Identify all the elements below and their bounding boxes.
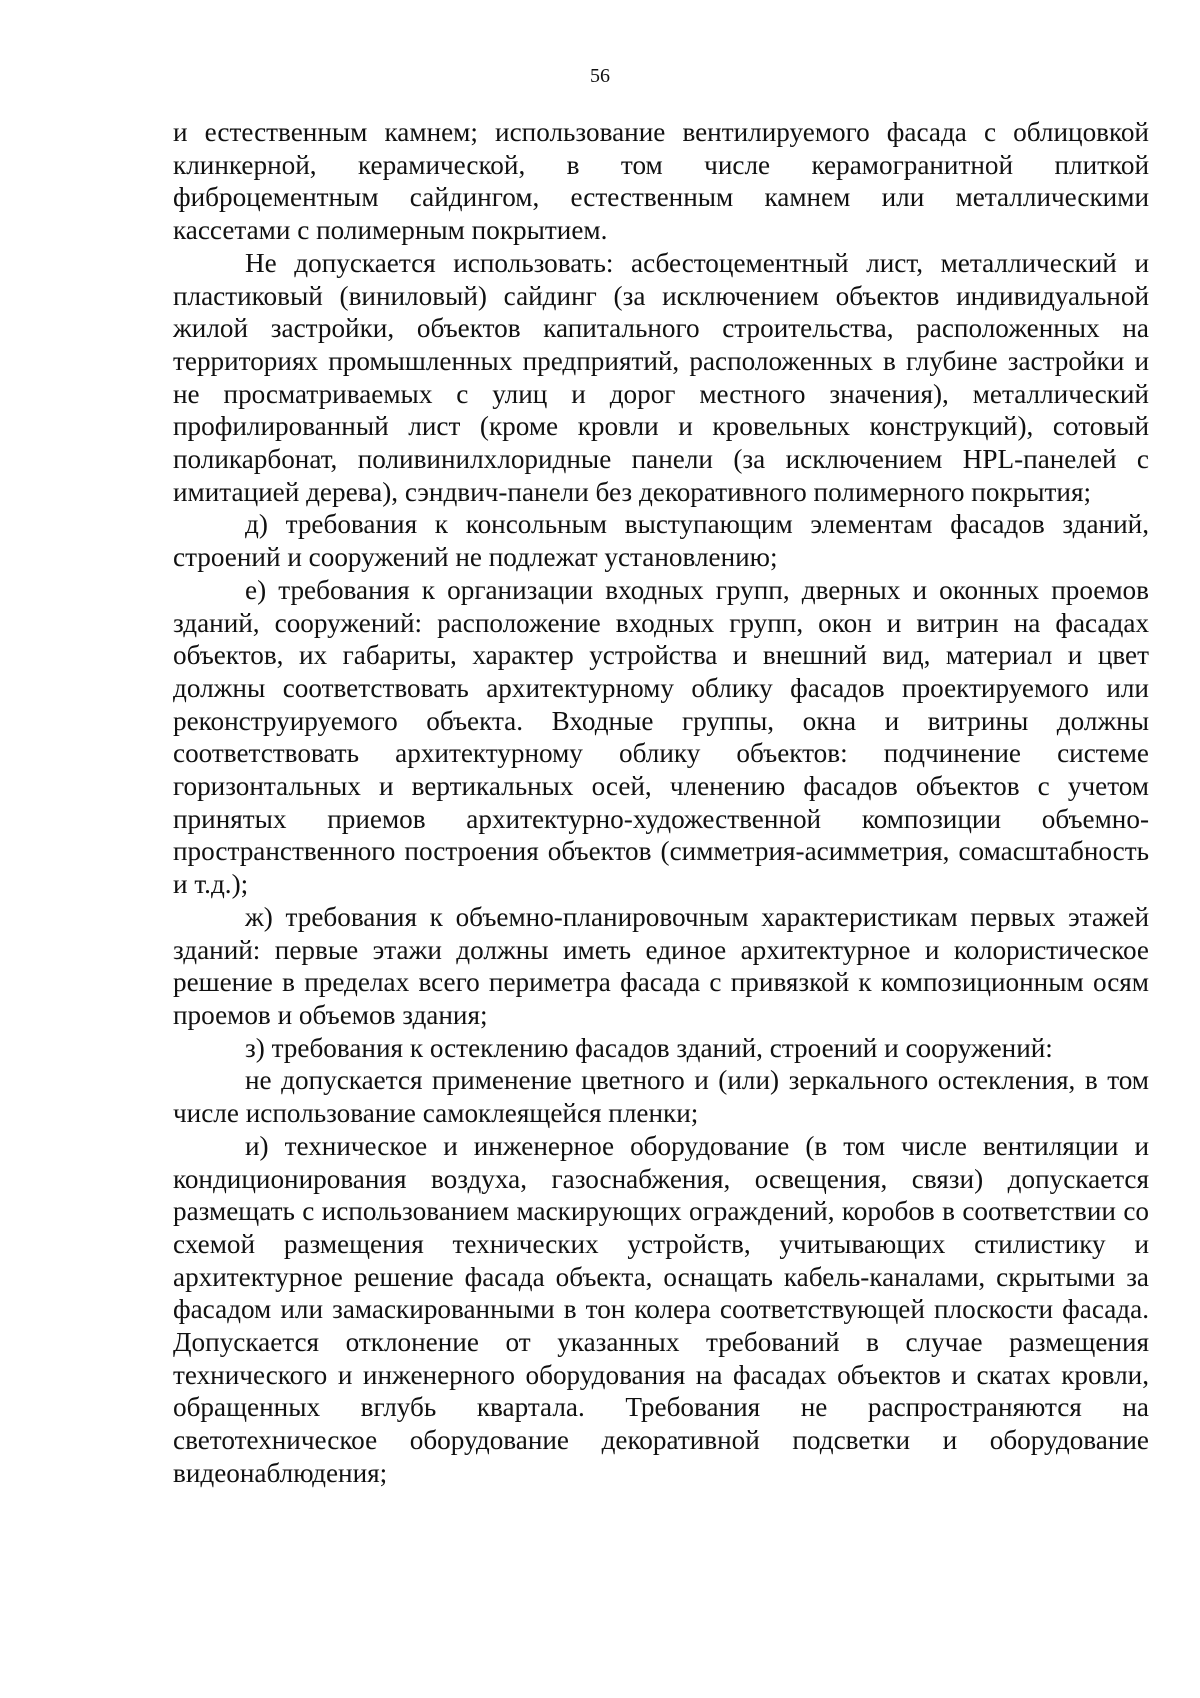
paragraph-prohibited-materials: Не допускается использовать: асбестоцементный лист, металлический и пластиковый (виниловый) сайдинг (за исключением объектов индивидуальной жилой застройки, объектов капитального строительства, расположенных на территориях промышленных предприятий, расположенных в глубине застройки и не просматриваемых с улиц и дорог местного значения), металлический профилированный лист (кроме кровли и кровельных конструкций), сотовый поликарбонат, поливинилхлоридные панели (за исключением HPL-панелей с имитацией дерева), сэндвич-панели без декоративного полимерного покрытия;: [173, 247, 1149, 507]
paragraph-item-i: и) техническое и инженерное оборудование (в том числе вентиляции и кондиционирования воздуха, газоснабжения, освещения, связи) допускается размещать с использованием маскирующих ограждений, коробов в соответствии со схемой размещения технических устройств, учитывающих стилистику и архитектурное решение фасада объекта, оснащать кабель-каналами, скрытыми за фасадом или замаскированными в тон колера соответствующей плоскости фасада. Допускается отклонение от указанных требований в случае размещения технического и инженерного оборудования на фасадах объектов и скатах кровли, обращенных вглубь квартала. Требования не распространяются на светотехническое оборудование декоративной подсветки и оборудование видеонаблюдения;: [173, 1130, 1149, 1488]
paragraph-item-z: з) требования к остеклению фасадов зданий, строений и сооружений:: [245, 1032, 1053, 1063]
paragraph-glazing-restriction: не допускается применение цветного и (или) зеркального остекления, в том числе использование самоклеящейся пленки;: [173, 1065, 1149, 1129]
paragraph-item-d: д) требования к консольным выступающим элементам фасадов зданий, строений и сооружений не подлежат установлению;: [173, 509, 1149, 573]
paragraph-item-zh: ж) требования к объемно-планировочным характеристикам первых этажей зданий: первые этажи должны иметь единое архитектурное и колористическое решение в пределах всего периметра фасада с привязкой к композиционным осям проемов и объемов здания;: [173, 901, 1149, 1030]
paragraph-continuation: и естественным камнем; использование вентилируемого фасада с облицовкой клинкерной, керамической, в том числе керамогранитной плиткой фиброцементным сайдингом, естественным камнем или металлическими кассетами с полимерным покрытием.: [173, 117, 1149, 246]
page-number: 56: [590, 65, 610, 87]
document-body: [173, 116, 1149, 1490]
paragraph-item-e: е) требования к организации входных групп, дверных и оконных проемов зданий, сооружений: расположение входных групп, окон и витрин на фасадах объектов, их габариты, характер устройства и внешний вид, материал и цвет должны соответствовать архитектурному облику фасадов проектируемого или реконструируемого объекта. Входные группы, окна и витрины должны соответствовать архитектурному облику объектов: подчинение системе горизонтальных и вертикальных осей, членению фасадов объектов с учетом принятых приемов архитектурно-художественной композиции объемно-пространственного построения объектов (симметрия-асимметрия, сомасштабность и т.д.);: [173, 574, 1149, 900]
